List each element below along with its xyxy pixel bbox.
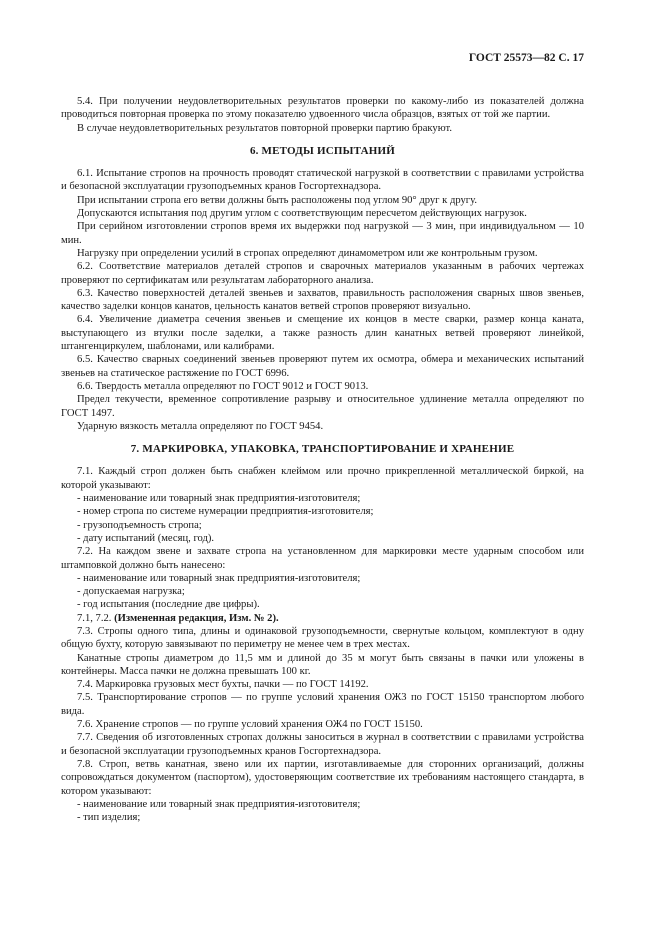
paragraph: Ударную вязкость металла определяют по ГОСТ 9454. — [77, 420, 324, 432]
paragraph: В случае неудовлетворительных результатов повторной проверки партию бракуют. — [77, 122, 452, 134]
paragraph-6-1: 6.1. Испытание стропов на прочность проводят статической нагрузкой в соответствии с правилами устройства и безопасной эксплуатации грузоподъемных кранов Госгортехнадзора. — [61, 168, 584, 193]
list-item: - допускаемая нагрузка; — [77, 586, 185, 598]
paragraph-7-4: 7.4. Маркировка грузовых мест бухты, пачки — по ГОСТ 14192. — [77, 679, 369, 691]
paragraph-7-2: 7.2. На каждом звене и захвате стропа на установленном для маркировки месте ударным способом или штамповкой должно быть нанесено: — [61, 546, 584, 571]
list-item: - наименование или товарный знак предприятия-изготовителя; — [77, 493, 361, 505]
list-item: - тип изделия; — [77, 812, 141, 824]
list-item: - номер стропа по системе нумерации предприятия-изготовителя; — [77, 506, 374, 518]
paragraph: Допускаются испытания под другим углом с соответствующим пересчетом действующих нагрузок. — [77, 208, 527, 220]
amendment-prefix: 7.1, 7.2. — [77, 612, 115, 624]
paragraph-7-5: 7.5. Транспортирование стропов — по группе условий хранения ОЖ3 по ГОСТ 15150 транспортом любого вида. — [61, 692, 584, 717]
paragraph: При серийном изготовлении стропов время их выдержки под нагрузкой — 3 мин, при индивидуальном — 10 мин. — [61, 221, 584, 246]
paragraph-7-6: 7.6. Хранение стропов — по группе условий хранения ОЖ4 по ГОСТ 15150. — [77, 719, 423, 731]
paragraph: Канатные стропы диаметром до 11,5 мм и длиной до 35 м могут быть связаны в пачки или уложены в контейнеры. Масса пачки не должна превышать 100 кг. — [61, 652, 584, 677]
paragraph-5-4: 5.4. При получении неудовлетворительных результатов проверки по какому-либо из показателей должна проводиться повторная проверка по этому показателю удвоенного числа образцов, взятых от той же партии. — [61, 96, 584, 121]
paragraph-6-2: 6.2. Соответствие материалов деталей стропов и сварочных материалов указанным в рабочих чертежах проверяют по сертификатам или результатам лабораторного анализа. — [61, 261, 584, 286]
paragraph: Предел текучести, временное сопротивление разрыву и относительное удлинение металла определяют по ГОСТ 1497. — [61, 394, 584, 419]
paragraph-7-1: 7.1. Каждый строп должен быть снабжен клеймом или прочно прикрепленной металлической биркой, на которой указывают: — [61, 466, 584, 491]
amendment-text: (Измененная редакция, Изм. № 2). — [114, 612, 279, 624]
paragraph-7-7: 7.7. Сведения об изготовленных стропах должны заноситься в журнал в соответствии с правилами устройства и безопасной эксплуатации грузоподъемных кранов Госгортехнадзора. — [61, 732, 584, 757]
list-item: - дату испытаний (месяц, год). — [77, 532, 215, 544]
list-item: - год испытания (последние две цифры). — [77, 599, 260, 611]
paragraph-7-3: 7.3. Стропы одного типа, длины и одинаковой грузоподъемности, свернутые кольцом, комплектуют в одну общую бухту, которую завязывают по периметру не менее чем в трех местах. — [61, 625, 584, 651]
paragraph-6-3: 6.3. Качество поверхностей деталей звеньев и захватов, правильность расположения сварных швов звеньев, качество заделки концов канатов, цельность канатов ветвей стропов проверяют визуально. — [61, 287, 584, 313]
paragraph: При испытании стропа его ветви должны быть расположены под углом 90° друг к другу. — [77, 194, 478, 206]
list-item: - грузоподъемность стропа; — [77, 519, 202, 531]
page-content — [61, 95, 584, 824]
list-item: - наименование или товарный знак предприятия-изготовителя; — [77, 798, 361, 810]
paragraph-6-5: 6.5. Качество сварных соединений звеньев проверяют путем их осмотра, обмера и механических испытаний звеньев на статическое растяжение по ГОСТ 6996. — [61, 354, 584, 379]
paragraph-7-8: 7.8. Строп, ветвь канатная, звено или их партии, изготавливаемые для сторонних организаций, должны сопровождаться документом (паспортом), удостоверяющим соответствие их требованиям настоящего стандарта, в котором указывают: — [61, 758, 584, 797]
section-6-title: 6. МЕТОДЫ ИСПЫТАНИЙ — [249, 144, 396, 157]
section-7-title: 7. МАРКИРОВКА, УПАКОВКА, ТРАНСПОРТИРОВАНИЕ И ХРАНЕНИЕ — [130, 443, 515, 456]
page-header: ГОСТ 25573—82 С. 17 — [468, 52, 584, 64]
paragraph: Нагрузку при определении усилий в стропах определяют динамометром или же контрольным грузом. — [77, 247, 538, 259]
paragraph-6-6: 6.6. Твердость металла определяют по ГОСТ 9012 и ГОСТ 9013. — [77, 380, 369, 392]
amendment-note — [61, 612, 584, 625]
list-item: - наименование или товарный знак предприятия-изготовителя; — [77, 572, 361, 584]
paragraph-6-4: 6.4. Увеличение диаметра сечения звеньев и смещение их концов в месте сварки, размер конца каната, выступающего из втулки после заделки, а также разность длин канатных ветвей проверяют линейкой, штангенциркулем, шаблонами, или калибрами. — [61, 314, 584, 353]
